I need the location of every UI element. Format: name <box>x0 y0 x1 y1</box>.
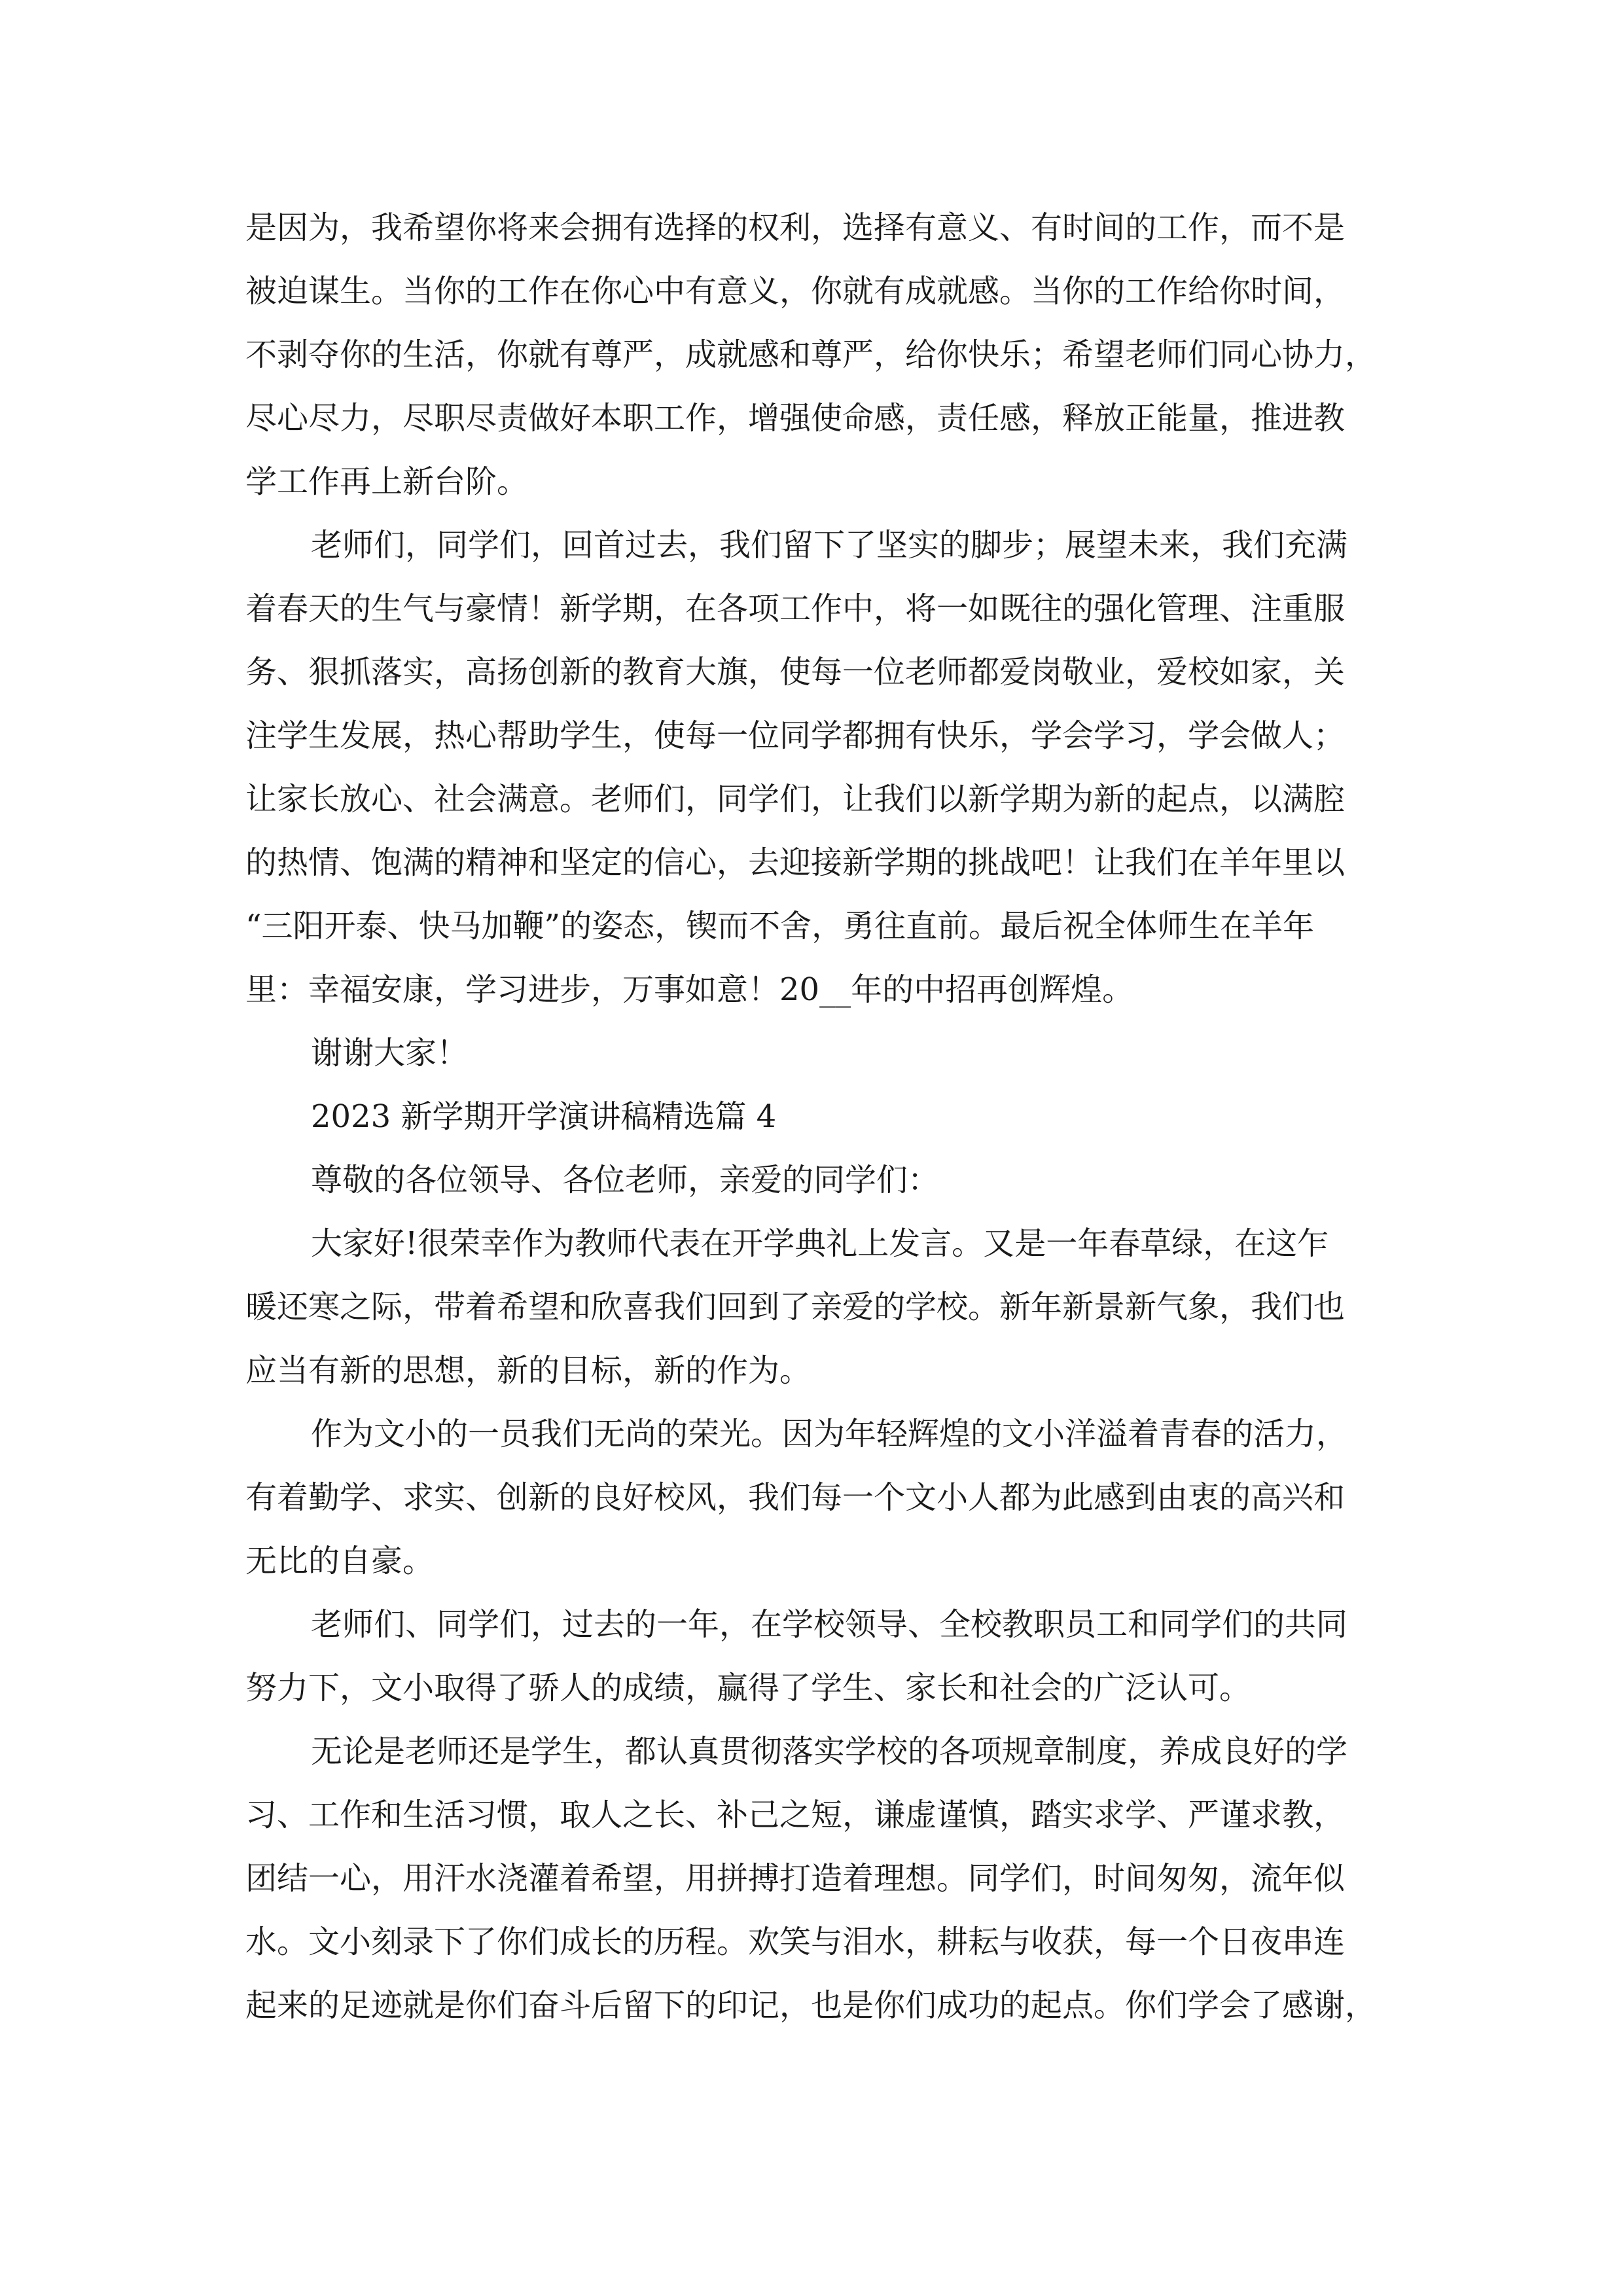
text-line: 让家长放心、社会满意。老师们，同学们，让我们以新学期为新的起点，以满腔 <box>245 781 1346 817</box>
body-text <box>245 196 1423 2037</box>
text-line: 暖还寒之际，带着希望和欣喜我们回到了亲爱的学校。新年新景新气象，我们也 <box>245 1289 1346 1325</box>
text-line: 尽心尽力，尽职尽责做好本职工作，增强使命感，责任感，释放正能量，推进教 <box>245 400 1346 437</box>
text-line: 注学生发展，热心帮助学生，使每一位同学都拥有快乐，学会学习，学会做人； <box>245 717 1346 754</box>
text-line: 着春天的生气与豪情！新学期，在各项工作中，将一如既往的强化管理、注重服 <box>245 590 1346 627</box>
text-line: 习、工作和生活习惯，取人之长、补己之短，谦虚谨慎，踏实求学、严谨求教， <box>245 1797 1346 1833</box>
text-line: 团结一心，用汗水浇灌着希望，用拼搏打造着理想。同学们，时间匆匆，流年似 <box>245 1860 1346 1897</box>
text-line: 有着勤学、求实、创新的良好校风，我们每一个文小人都为此感到由衷的高兴和 <box>245 1479 1346 1516</box>
section-heading: 2023 新学期开学演讲稿精选篇 4 <box>311 1098 777 1135</box>
closing-thanks: 谢谢大家！ <box>311 1035 469 1071</box>
text-line: 的热情、饱满的精神和坚定的信心，去迎接新学期的挑战吧！让我们在羊年里以 <box>245 844 1346 881</box>
text-line: “三阳开泰、快马加鞭”的姿态，锲而不舍，勇往直前。最后祝全体师生在羊年 <box>245 908 1315 944</box>
text-line: 被迫谋生。当你的工作在你心中有意义，你就有成就感。当你的工作给你时间， <box>245 273 1346 310</box>
text-line: 无比的自豪。 <box>245 1543 435 1579</box>
paragraph-first-line: 作为文小的一员我们无尚的荣光。因为年轻辉煌的文小洋溢着青春的活力， <box>311 1416 1348 1452</box>
text-line: 应当有新的思想，新的目标，新的作为。 <box>245 1352 812 1389</box>
paragraph-first-line: 大家好!很荣幸作为教师代表在开学典礼上发言。又是一年春草绿，在这乍 <box>311 1225 1329 1262</box>
text-line: 学工作再上新台阶。 <box>245 463 529 500</box>
text-line: 水。文小刻录下了你们成长的历程。欢笑与泪水，耕耘与收获，每一个日夜串连 <box>245 1924 1346 1960</box>
text-line: 不剥夺你的生活，你就有尊严，成就感和尊严，给你快乐；希望老师们同心协力， <box>245 336 1377 373</box>
paragraph-first-line: 无论是老师还是学生，都认真贯彻落实学校的各项规章制度，养成良好的学 <box>311 1733 1348 1770</box>
text-line: 是因为，我希望你将来会拥有选择的权利，选择有意义、有时间的工作，而不是 <box>245 209 1346 246</box>
paragraph-first-line: 老师们，同学们，回首过去，我们留下了坚实的脚步；展望未来，我们充满 <box>311 527 1348 564</box>
text-line: 起来的足迹就是你们奋斗后留下的印记，也是你们成功的起点。你们学会了感谢， <box>245 1987 1377 2024</box>
salutation: 尊敬的各位领导、各位老师，亲爱的同学们： <box>311 1162 940 1198</box>
text-line: 里：幸福安康，学习进步，万事如意！20__年的中招再创辉煌。 <box>245 971 1134 1008</box>
text-line: 努力下，文小取得了骄人的成绩，赢得了学生、家长和社会的广泛认可。 <box>245 1670 1251 1706</box>
paragraph-first-line: 老师们、同学们，过去的一年，在学校领导、全校教职员工和同学们的共同 <box>311 1606 1348 1643</box>
text-line: 务、狠抓落实，高扬创新的教育大旗，使每一位老师都爱岗敬业，爱校如家，关 <box>245 654 1346 691</box>
